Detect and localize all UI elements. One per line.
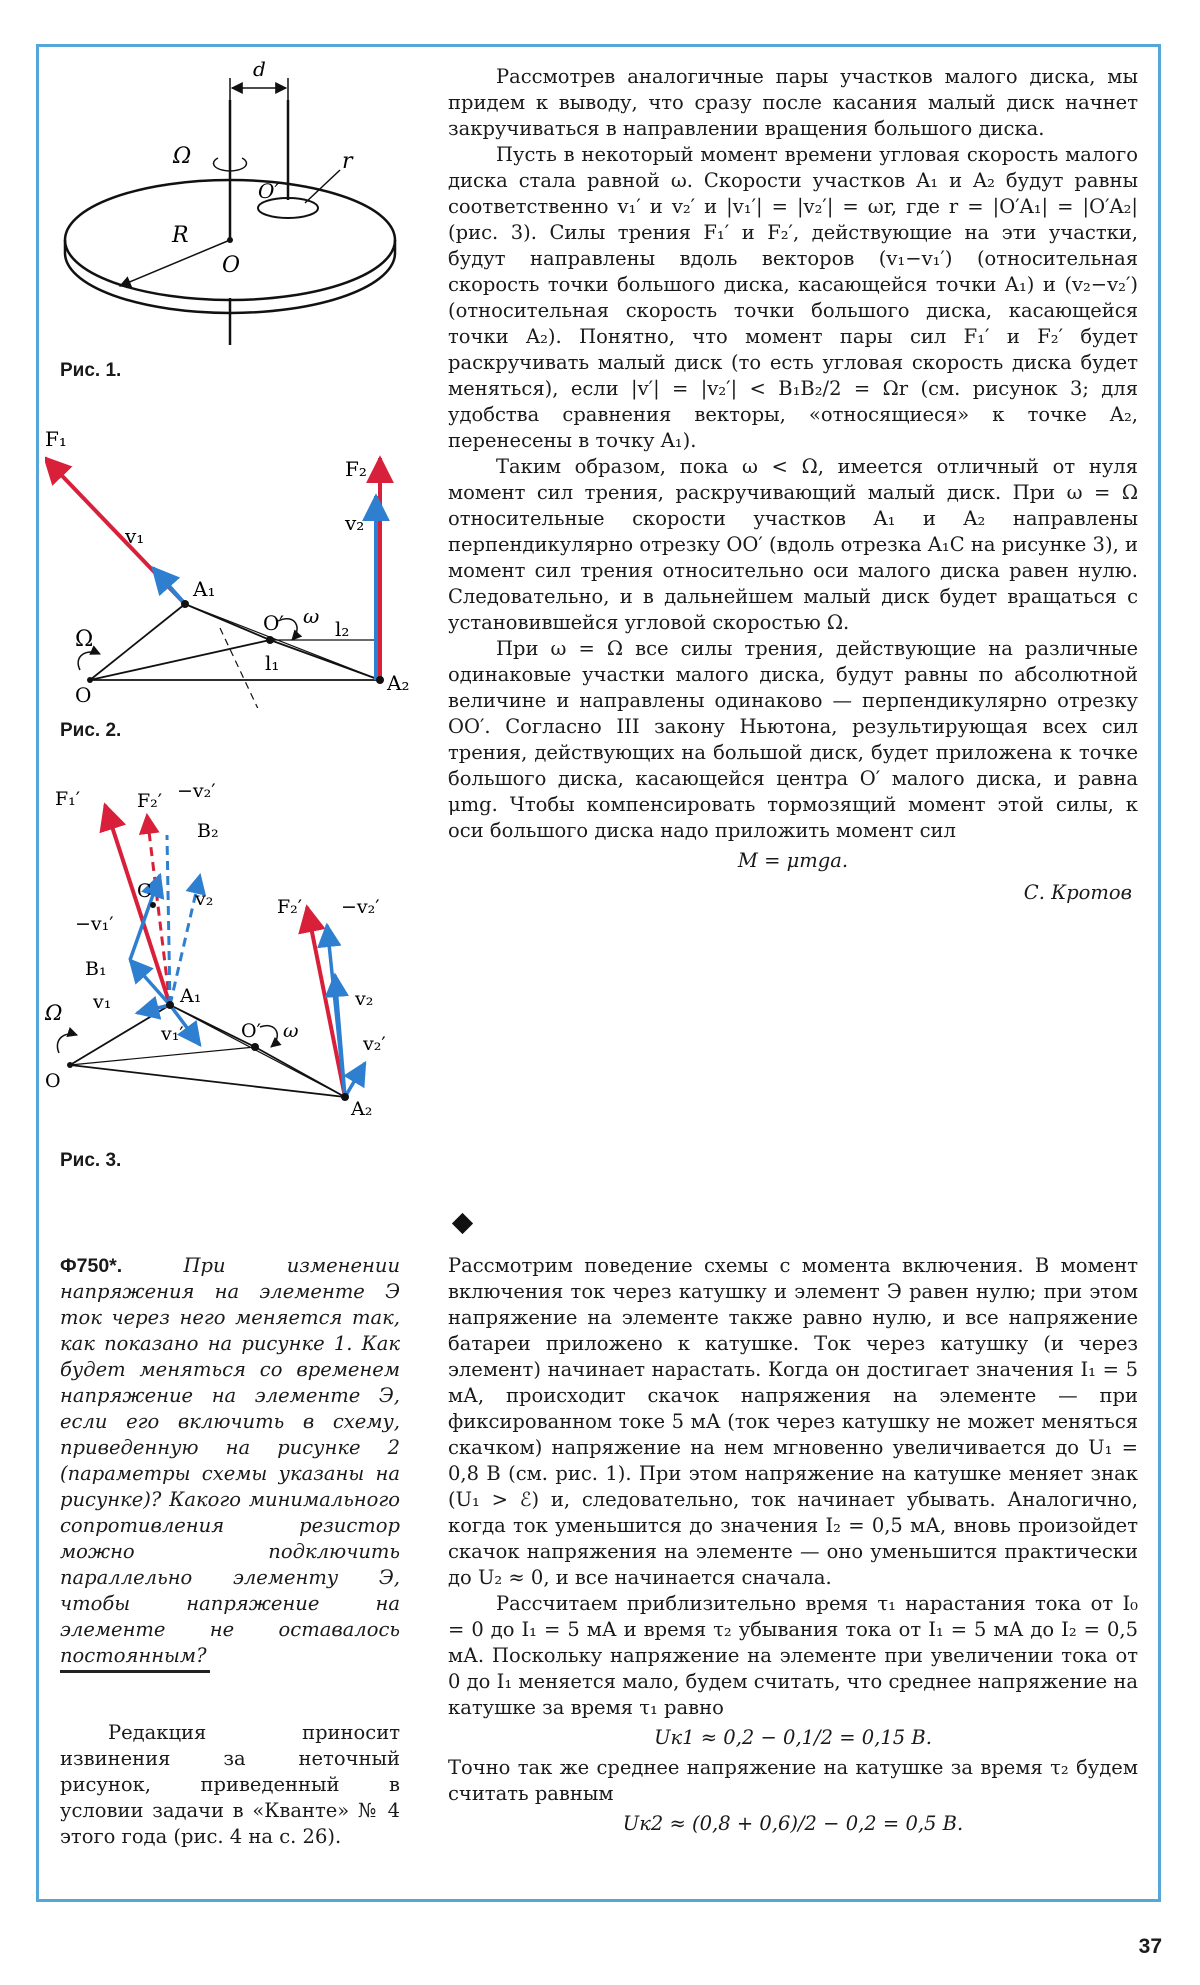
solution-formula-1: Uк1 ≈ 0,2 − 0,1/2 = 0,15 В.	[654, 1726, 932, 1749]
fig2-label-v1: v₁	[125, 524, 145, 548]
solution-paragraph: Точно так же среднее напряжение на катушке за время τ₂ будем считать равным	[448, 1756, 1138, 1805]
figure-3-diagram	[45, 765, 425, 1125]
problem-statement	[60, 1253, 400, 1669]
correction-text: Редакция приносит извинения за неточный рисунок, приведенный в условии задачи в «Кванте» № 4 этого года (рис. 4 на с. 26).	[60, 1721, 400, 1848]
fig2-label-omega: ω	[303, 604, 320, 628]
article-paragraph: Пусть в некоторый момент времени угловая скорость малого диска стала равной ω. Скорости участков A₁ и A₂ будут равны соответственно v₁′ и v₂′ и |v₁′| = |v₂′| = ωr, где r = |O′A₁| = |O′A₂| (рис. 3). Силы трения F₁′ и F₂′, действующие на эти участки, будут направлены вдоль векторов (v₁−v₁′) (относительная скорость точки большого диска, касающейся точки A₁) и (v₂−v₂′) (относительная скорость точки большого диска, касающейся точки A₂). Понятно, что момент пары сил F₁′ и F₂′ будет раскручивать малый диск (то есть угловая скорость диска будет меняться), если |v′| = |v₂′| < B₁B₂/2 = Ωr (см. рисунок 3; для удобства сравнения векторы, «относящиеся» к точке A₂, перенесены в точку A₁).	[448, 143, 1138, 452]
figure-3	[45, 765, 425, 1125]
article-author: С. Кротов	[1023, 881, 1132, 904]
fig2-label-l2: l₂	[335, 617, 350, 641]
article-body	[448, 64, 1138, 906]
fig2-label-o-prime: O′	[263, 611, 284, 635]
article-paragraph: Таким образом, пока ω < Ω, имеется отличный от нуля момент сил трения, раскручивающий малый диск. При ω = Ω относительные скорости участков A₁ и A₂ направлены перпендикулярно отрезку OO′ (вдоль отрезка A₁C на рисунке 3), и момент сил трения относительно оси малого диска равен нулю. Следовательно, и в дальнейшем малый диск будет вращаться с установившейся угловой скоростью Ω.	[448, 455, 1138, 634]
figure-1	[50, 60, 410, 350]
fig3-label-f2p-right: F₂′	[277, 896, 303, 918]
fig3-label-omega-big: Ω	[45, 1001, 63, 1025]
problem-number: Ф750*.	[60, 1255, 123, 1277]
fig2-label-f2: F₂	[345, 457, 367, 481]
fig3-label-b1: B₁	[85, 958, 107, 980]
article-formula: M = μmga.	[737, 849, 849, 872]
fig3-label-c: C	[137, 880, 152, 902]
fig3-label-v1p: v₁′	[161, 1023, 184, 1045]
figure-3-caption: Рис. 3.	[60, 1150, 122, 1171]
fig3-label-v1: v₁	[93, 991, 112, 1013]
fig2-label-a2: A₂	[387, 671, 410, 695]
fig3-label-o-prime: O′	[241, 1020, 261, 1042]
solution-formula-2: Uк2 ≈ (0,8 + 0,6)/2 − 0,2 = 0,5 В.	[622, 1812, 964, 1835]
article-paragraph: При ω = Ω все силы трения, действующие на различные одинаковые участки малого диска, будут равны по абсолютной величине и направлены одинаково — перпендикулярно отрезку OO′. Согласно III закону Ньютона, результирующая всех сил трения, действующих на большой диск, будет приложена к точке большого диска, касающейся центра O′ малого диска, и равна μmg. Чтобы компенсировать тормозящий момент этой силы, к оси большого диска надо приложить момент сил	[448, 637, 1138, 842]
fig3-label-v1p-minus: −v₁′	[75, 913, 114, 935]
fig2-label-o: O	[75, 683, 92, 707]
fig1-label-big-r: R	[172, 223, 189, 248]
fig1-label-r: r	[342, 149, 353, 174]
solution-paragraph: Рассмотрим поведение схемы с момента включения. В момент включения ток через катушку и элемент Э равен нулю; при этом напряжение на элементе также равно нулю, и все напряжение батареи приложено к катушке. Ток через катушку (и через элемент) начинает нарастать. Когда он достигает значения I₁ = 5 мА, происходит скачок напряжения на элементе — при фиксированном токе 5 мА (ток через катушку не может меняться скачком) напряжение на нем мгновенно увеличивается до U₁ = 0,8 В (см. рис. 1). При этом напряжение на катушке меняет знак (U₁ > ℰ) и, следовательно, ток начинает убывать. Аналогично, когда ток уменьшится до значения I₂ = 0,5 мА, вновь произойдет скачок напряжения на элементе — оно уменьшится практически до U₂ ≈ 0, и все начинается сначала.	[448, 1254, 1138, 1589]
fig3-label-v2-right: v₂	[355, 988, 374, 1010]
fig3-label-v2: v₂	[195, 888, 214, 910]
problem-text: При изменении напряжения на элементе Э ток через него меняется так, как показано на рисунке 1. Как будет меняться со временем напряжение на элементе Э, если его включить в схему, приведенную на рисунке 2 (параметры схемы указаны на рисунке)? Какого минимального сопротивления резистор можно подключить параллельно элементу Э, чтобы напряжение на элементе не оставалось постоянным?	[60, 1254, 401, 1667]
fig1-label-omega: Ω	[173, 144, 192, 169]
fig2-label-l1: l₁	[265, 651, 280, 675]
figure-2-diagram	[45, 408, 425, 708]
figure-2	[45, 408, 425, 708]
figure-2-caption: Рис. 2.	[60, 720, 122, 741]
divider-rule	[60, 1670, 210, 1673]
fig3-label-v2p-minus: −v₂′	[177, 780, 216, 802]
solution-body	[448, 1253, 1138, 1841]
page-number: 37	[1138, 1935, 1162, 1958]
fig1-label-d: d	[253, 60, 266, 81]
fig3-label-a1: A₁	[180, 985, 202, 1007]
fig1-label-o: O	[222, 253, 241, 278]
fig3-label-a2: A₂	[351, 1098, 373, 1120]
fig2-label-f1: F₁	[45, 427, 67, 451]
figure-1-diagram	[50, 60, 410, 350]
fig3-label-v2p-right: v₂′	[363, 1033, 386, 1055]
fig2-label-omega-big: Ω	[75, 627, 94, 652]
solution-paragraph: Рассчитаем приблизительно время τ₁ нарастания тока от I₀ = 0 до I₁ = 5 мА и время τ₂ убывания тока от I₁ = 5 мА до I₂ = 0,5 мА. Поскольку напряжение на элементе при увеличении тока от 0 до I₁ меняется мало, будем считать, что среднее напряжение на катушке за время τ₁ равно	[448, 1592, 1138, 1719]
fig3-label-o: O	[45, 1070, 61, 1092]
fig2-label-v2: v₂	[345, 511, 365, 535]
fig3-label-f1p: F₁′	[55, 788, 81, 810]
fig2-label-a1: A₁	[193, 577, 216, 601]
fig3-label-b2: B₂	[197, 820, 219, 842]
fig3-label-omega: ω	[283, 1020, 299, 1042]
fig1-label-o-prime: O′	[258, 179, 279, 203]
fig3-label-f2p: F₂′	[137, 790, 163, 812]
fig3-label-v2p-minus-right: −v₂′	[341, 896, 380, 918]
figure-1-caption: Рис. 1.	[60, 360, 122, 381]
correction-note	[60, 1720, 400, 1850]
article-paragraph: Рассмотрев аналогичные пары участков малого диска, мы придем к выводу, что сразу после касания малый диск начнет закручиваться в направлении вращения большого диска.	[448, 65, 1138, 140]
